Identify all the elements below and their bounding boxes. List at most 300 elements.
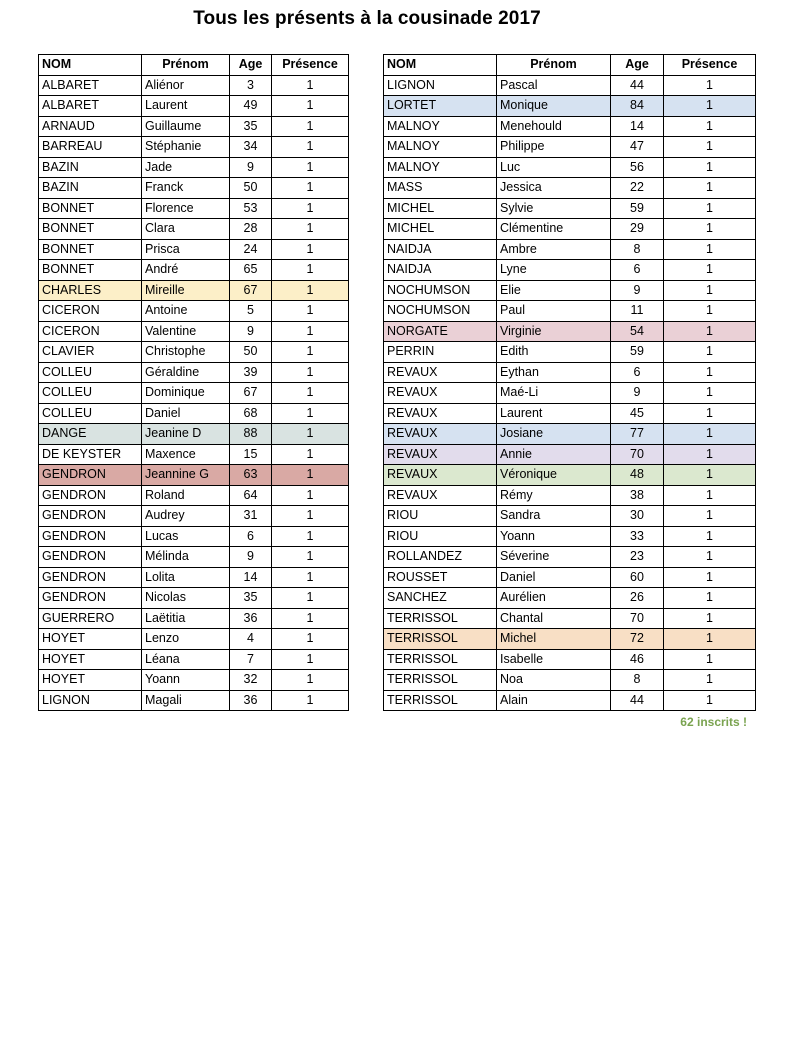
table-row [39,444,349,465]
cell-prenom: Noa [497,670,611,691]
table-row [384,383,756,404]
table-row [39,424,349,445]
attendee-rows-right [384,75,756,711]
table-row [384,280,756,301]
table-row [39,403,349,424]
cell-prenom: Lucas [142,526,230,547]
cell-prenom: Edith [497,342,611,363]
table-row [384,485,756,506]
cell-nom: RIOU [384,526,497,547]
header-age: Age [230,55,272,76]
cell-prenom: Maxence [142,444,230,465]
table-row [384,219,756,240]
cell-age: 6 [611,362,664,383]
table-row [39,116,349,137]
cell-nom: LORTET [384,96,497,117]
cell-nom: COLLEU [39,403,142,424]
cell-presence: 1 [664,116,756,137]
cell-presence: 1 [272,157,349,178]
cell-presence: 1 [272,219,349,240]
header-row [384,55,756,76]
cell-prenom: Virginie [497,321,611,342]
cell-prenom: Lenzo [142,629,230,650]
table-row [384,444,756,465]
cell-presence: 1 [272,526,349,547]
cell-presence: 1 [664,485,756,506]
cell-nom: GENDRON [39,547,142,568]
cell-nom: HOYET [39,629,142,650]
cell-age: 31 [230,506,272,527]
cell-prenom: Luc [497,157,611,178]
cell-nom: ALBARET [39,96,142,117]
cell-age: 6 [611,260,664,281]
cell-prenom: Laurent [497,403,611,424]
table-row [384,567,756,588]
cell-nom: CICERON [39,301,142,322]
cell-age: 68 [230,403,272,424]
table-row [39,137,349,158]
cell-age: 9 [611,383,664,404]
cell-age: 59 [611,198,664,219]
cell-presence: 1 [664,670,756,691]
cell-prenom: Jade [142,157,230,178]
cell-prenom: Laurent [142,96,230,117]
table-row [39,465,349,486]
cell-age: 54 [611,321,664,342]
header-presence: Présence [664,55,756,76]
cell-presence: 1 [664,301,756,322]
cell-age: 77 [611,424,664,445]
cell-prenom: Guillaume [142,116,230,137]
cell-age: 24 [230,239,272,260]
cell-prenom: Véronique [497,465,611,486]
cell-age: 45 [611,403,664,424]
cell-presence: 1 [272,444,349,465]
cell-presence: 1 [272,239,349,260]
cell-prenom: Paul [497,301,611,322]
cell-prenom: Mélinda [142,547,230,568]
cell-age: 50 [230,178,272,199]
cell-age: 53 [230,198,272,219]
cell-presence: 1 [664,690,756,711]
cell-prenom: Stéphanie [142,137,230,158]
cell-prenom: Jeanine D [142,424,230,445]
cell-presence: 1 [272,649,349,670]
cell-age: 9 [230,321,272,342]
cell-presence: 1 [272,403,349,424]
cell-prenom: Christophe [142,342,230,363]
cell-prenom: Maé-Li [497,383,611,404]
cell-presence: 1 [664,96,756,117]
cell-prenom: Monique [497,96,611,117]
cell-nom: ALBARET [39,75,142,96]
cell-prenom: Josiane [497,424,611,445]
cell-prenom: Isabelle [497,649,611,670]
cell-nom: ARNAUD [39,116,142,137]
cell-prenom: Aliénor [142,75,230,96]
cell-age: 9 [611,280,664,301]
cell-prenom: Laëtitia [142,608,230,629]
cell-nom: SANCHEZ [384,588,497,609]
cell-presence: 1 [272,608,349,629]
cell-prenom: André [142,260,230,281]
cell-age: 9 [230,157,272,178]
table-row [384,157,756,178]
cell-presence: 1 [664,362,756,383]
table-row [39,219,349,240]
cell-age: 29 [611,219,664,240]
cell-nom: GENDRON [39,465,142,486]
cell-nom: BONNET [39,198,142,219]
table-row [384,342,756,363]
cell-age: 48 [611,465,664,486]
cell-prenom: Mireille [142,280,230,301]
cell-presence: 1 [272,96,349,117]
cell-age: 88 [230,424,272,445]
cell-presence: 1 [272,137,349,158]
cell-age: 38 [611,485,664,506]
cell-prenom: Elie [497,280,611,301]
table-row [384,260,756,281]
cell-nom: DE KEYSTER [39,444,142,465]
cell-age: 60 [611,567,664,588]
cell-nom: DANGE [39,424,142,445]
cell-presence: 1 [664,321,756,342]
cell-age: 35 [230,588,272,609]
cell-prenom: Ambre [497,239,611,260]
cell-nom: REVAUX [384,362,497,383]
cell-nom: REVAUX [384,383,497,404]
cell-nom: REVAUX [384,485,497,506]
cell-prenom: Jeannine G [142,465,230,486]
attendee-rows-left [39,75,349,711]
cell-age: 63 [230,465,272,486]
cell-presence: 1 [664,75,756,96]
cell-age: 50 [230,342,272,363]
cell-nom: REVAUX [384,465,497,486]
cell-presence: 1 [664,608,756,629]
cell-prenom: Rémy [497,485,611,506]
cell-age: 70 [611,608,664,629]
cell-nom: CHARLES [39,280,142,301]
cell-nom: NOCHUMSON [384,301,497,322]
table-row [39,157,349,178]
cell-age: 6 [230,526,272,547]
cell-age: 35 [230,116,272,137]
cell-nom: ROLLANDEZ [384,547,497,568]
table-row [39,280,349,301]
cell-age: 14 [611,116,664,137]
cell-presence: 1 [664,198,756,219]
cell-age: 23 [611,547,664,568]
cell-nom: MASS [384,178,497,199]
table-row [39,506,349,527]
table-row [39,198,349,219]
header-prenom: Prénom [142,55,230,76]
cell-age: 67 [230,383,272,404]
cell-nom: BAZIN [39,178,142,199]
cell-age: 59 [611,342,664,363]
cell-nom: GENDRON [39,506,142,527]
cell-prenom: Yoann [142,670,230,691]
header-row [39,55,349,76]
table-row [39,526,349,547]
cell-prenom: Lyne [497,260,611,281]
cell-prenom: Chantal [497,608,611,629]
cell-presence: 1 [272,280,349,301]
table-row [384,526,756,547]
cell-nom: BONNET [39,219,142,240]
table-row [384,424,756,445]
cell-age: 49 [230,96,272,117]
cell-age: 34 [230,137,272,158]
cell-nom: CICERON [39,321,142,342]
cell-presence: 1 [664,403,756,424]
cell-nom: MICHEL [384,198,497,219]
cell-presence: 1 [664,383,756,404]
cell-presence: 1 [272,321,349,342]
cell-presence: 1 [664,157,756,178]
cell-prenom: Jessica [497,178,611,199]
cell-nom: NORGATE [384,321,497,342]
table-row [39,567,349,588]
cell-nom: COLLEU [39,362,142,383]
cell-age: 47 [611,137,664,158]
table-row [39,383,349,404]
cell-prenom: Franck [142,178,230,199]
cell-age: 72 [611,629,664,650]
cell-age: 28 [230,219,272,240]
cell-presence: 1 [272,670,349,691]
table-row [39,670,349,691]
table-row [39,629,349,650]
table-row [39,342,349,363]
cell-presence: 1 [664,239,756,260]
cell-age: 5 [230,301,272,322]
cell-nom: LIGNON [39,690,142,711]
cell-nom: MALNOY [384,137,497,158]
cell-prenom: Sylvie [497,198,611,219]
cell-presence: 1 [664,260,756,281]
table-row [384,588,756,609]
cell-prenom: Audrey [142,506,230,527]
cell-prenom: Alain [497,690,611,711]
cell-nom: NAIDJA [384,260,497,281]
table-row [39,547,349,568]
cell-age: 7 [230,649,272,670]
cell-nom: TERRISSOL [384,670,497,691]
cell-nom: TERRISSOL [384,690,497,711]
cell-nom: GUERRERO [39,608,142,629]
cell-prenom: Menehould [497,116,611,137]
cell-prenom: Aurélien [497,588,611,609]
cell-prenom: Géraldine [142,362,230,383]
cell-nom: PERRIN [384,342,497,363]
cell-prenom: Sandra [497,506,611,527]
cell-age: 8 [611,239,664,260]
cell-nom: MICHEL [384,219,497,240]
cell-nom: RIOU [384,506,497,527]
table-row [384,362,756,383]
cell-nom: REVAUX [384,403,497,424]
cell-prenom: Antoine [142,301,230,322]
table-row [39,608,349,629]
cell-age: 33 [611,526,664,547]
table-row [39,96,349,117]
cell-nom: GENDRON [39,588,142,609]
cell-prenom: Clara [142,219,230,240]
cell-age: 84 [611,96,664,117]
header-presence: Présence [272,55,349,76]
table-row [39,362,349,383]
cell-age: 44 [611,690,664,711]
table-row [384,547,756,568]
cell-nom: TERRISSOL [384,629,497,650]
cell-prenom: Léana [142,649,230,670]
cell-prenom: Daniel [142,403,230,424]
cell-age: 15 [230,444,272,465]
cell-prenom: Roland [142,485,230,506]
table-row [384,321,756,342]
cell-presence: 1 [272,567,349,588]
table-row [39,301,349,322]
table-row [384,239,756,260]
table-row [384,403,756,424]
cell-nom: GENDRON [39,526,142,547]
cell-age: 9 [230,547,272,568]
table-row [39,485,349,506]
cell-presence: 1 [664,629,756,650]
cell-age: 14 [230,567,272,588]
cell-nom: BONNET [39,239,142,260]
cell-nom: BAZIN [39,157,142,178]
cell-presence: 1 [272,116,349,137]
cell-presence: 1 [272,506,349,527]
cell-nom: BARREAU [39,137,142,158]
cell-nom: GENDRON [39,485,142,506]
cell-nom: COLLEU [39,383,142,404]
cell-prenom: Clémentine [497,219,611,240]
cell-age: 56 [611,157,664,178]
cell-prenom: Annie [497,444,611,465]
cell-age: 70 [611,444,664,465]
cell-presence: 1 [272,198,349,219]
cell-presence: 1 [272,465,349,486]
cell-prenom: Prisca [142,239,230,260]
cell-presence: 1 [664,178,756,199]
table-row [384,608,756,629]
cell-nom: LIGNON [384,75,497,96]
table-row [384,96,756,117]
table-row [384,137,756,158]
cell-age: 67 [230,280,272,301]
cell-presence: 1 [664,465,756,486]
cell-age: 11 [611,301,664,322]
cell-presence: 1 [664,280,756,301]
table-row [39,690,349,711]
table-row [39,75,349,96]
cell-nom: NOCHUMSON [384,280,497,301]
table-row [384,301,756,322]
table-row [39,321,349,342]
cell-presence: 1 [664,649,756,670]
cell-prenom: Magali [142,690,230,711]
cell-age: 3 [230,75,272,96]
cell-prenom: Florence [142,198,230,219]
cell-nom: TERRISSOL [384,649,497,670]
cell-nom: CLAVIER [39,342,142,363]
cell-nom: REVAUX [384,424,497,445]
table-row [384,629,756,650]
table-row [39,178,349,199]
cell-presence: 1 [664,526,756,547]
table-row [384,649,756,670]
cell-prenom: Philippe [497,137,611,158]
cell-presence: 1 [664,137,756,158]
cell-age: 64 [230,485,272,506]
cell-prenom: Eythan [497,362,611,383]
cell-prenom: Nicolas [142,588,230,609]
cell-nom: TERRISSOL [384,608,497,629]
cell-presence: 1 [272,588,349,609]
table-row [39,588,349,609]
cell-presence: 1 [664,424,756,445]
cell-presence: 1 [272,424,349,445]
cell-age: 46 [611,649,664,670]
cell-nom: MALNOY [384,157,497,178]
cell-nom: BONNET [39,260,142,281]
cell-presence: 1 [272,690,349,711]
cell-presence: 1 [664,567,756,588]
cell-presence: 1 [272,629,349,650]
page-title: Tous les présents à la cousinade 2017 [193,8,541,29]
cell-age: 22 [611,178,664,199]
table-row [39,239,349,260]
cell-prenom: Daniel [497,567,611,588]
cell-age: 8 [611,670,664,691]
cell-age: 65 [230,260,272,281]
cell-nom: HOYET [39,649,142,670]
cell-age: 36 [230,608,272,629]
cell-age: 4 [230,629,272,650]
cell-presence: 1 [272,75,349,96]
header-nom: NOM [384,55,497,76]
cell-prenom: Yoann [497,526,611,547]
cell-nom: MALNOY [384,116,497,137]
header-age: Age [611,55,664,76]
cell-prenom: Valentine [142,321,230,342]
cell-nom: ROUSSET [384,567,497,588]
cell-presence: 1 [272,260,349,281]
table-row [384,75,756,96]
table-row [384,198,756,219]
cell-presence: 1 [664,588,756,609]
attendee-table-left [38,54,349,711]
cell-age: 32 [230,670,272,691]
cell-age: 30 [611,506,664,527]
cell-age: 26 [611,588,664,609]
cell-presence: 1 [664,219,756,240]
cell-prenom: Séverine [497,547,611,568]
cell-presence: 1 [272,178,349,199]
cell-prenom: Pascal [497,75,611,96]
table-row [384,506,756,527]
cell-prenom: Michel [497,629,611,650]
table-row [384,690,756,711]
cell-presence: 1 [664,342,756,363]
cell-presence: 1 [272,301,349,322]
cell-prenom: Dominique [142,383,230,404]
